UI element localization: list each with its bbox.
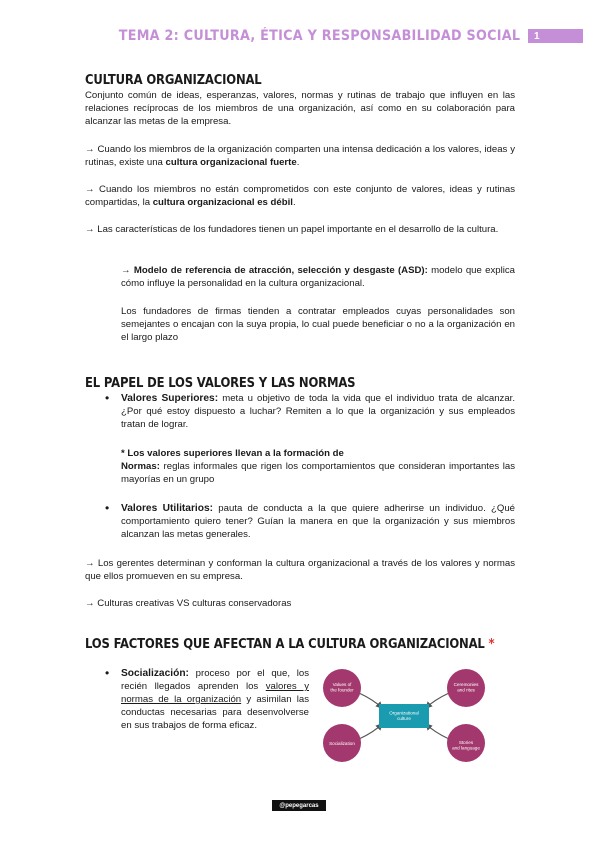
weak-culture-paragraph (85, 183, 515, 209)
label-ceremonies-1: Ceremonies (453, 682, 479, 687)
arrow-tr (426, 693, 449, 708)
header-title: TEMA 2: CULTURA, ÉTICA Y RESPONSABILIDAD SOCIAL (118, 28, 520, 44)
section-title-factores (85, 636, 495, 652)
label-socialization: Socialization (329, 741, 355, 746)
bullet: • (105, 391, 110, 405)
bold-text: cultura organizacional fuerte (165, 157, 297, 168)
arrow-bl (359, 724, 382, 739)
footer-handle: @pepegarcas (272, 800, 326, 811)
asd-paragraph (121, 264, 515, 290)
bold-text: Valores Superiores: (121, 393, 219, 404)
bold-text: cultura organizacional es débil (152, 197, 293, 208)
culture-factors-diagram (319, 666, 489, 766)
valores-superiores-item (121, 392, 515, 431)
asterisk: * (488, 636, 495, 652)
underlined-text: valores y normas de la organización (121, 681, 309, 705)
text: LOS FACTORES QUE AFECTAN A LA CULTURA ORGANIZACIONAL (85, 636, 485, 652)
label-center-2: culture (397, 716, 411, 721)
strong-culture-paragraph (85, 143, 515, 169)
section-title-valores: EL PAPEL DE LOS VALORES Y LAS NORMAS (85, 375, 356, 391)
text: . (296, 157, 300, 168)
page-header (64, 27, 583, 45)
text: pauta de conducta a la que quiere adherirse un individuo. ¿Qué comportamiento quiero tener? Guían la manera en que la organización y sus miembros alcanzan las metas generales. (121, 503, 515, 540)
bold-text: Valores Utilitarios: (121, 503, 214, 514)
text: modelo que explica cómo influye la personalidad en la cultura organizacional. (121, 265, 515, 289)
text: . (292, 197, 296, 208)
text: proceso por el que, los recién llegados aprenden los (121, 668, 309, 692)
bold-text: Socialización: (121, 668, 189, 679)
label-values-founder-1: Values of (332, 682, 352, 687)
label-stories-1: Stories (458, 740, 474, 745)
bullet: • (105, 666, 110, 680)
text: y asimilan las conductas necesarias para desenvolverse en sus trabajos de forma eficaz. (121, 694, 309, 731)
gerentes-paragraph: → Los gerentes determinan y conforman la cultura organizacional a través de los valores y normas que ellos promueven en su empresa. (85, 558, 515, 582)
intro-paragraph: Conjunto común de ideas, esperanzas, valores, normas y rutinas de trabajo que influyen en las relaciones recíprocas de los miembros de una organización, así como en su colaboración para alcanzar las metas de la empresa. (85, 90, 515, 127)
section-title-cultura: CULTURA ORGANIZACIONAL (85, 72, 262, 88)
socializacion-item (121, 667, 309, 732)
text: → Cuando los miembros de la organización comparten una intensa dedicación a los valores, ideas y rutinas, existe una (85, 144, 515, 168)
founders-hire-paragraph: Los fundadores de firmas tienden a contratar empleados cuyas personalidades son semejantes o encajan con la suya propia, lo cual puede beneficiar o no a la organización en el largo plazo (121, 306, 515, 343)
bullet: • (105, 501, 110, 515)
arrow-br (426, 724, 449, 739)
valores-utilitarios-item (121, 502, 515, 541)
label-stories-2: and language (452, 745, 480, 751)
label-ceremonies-2: and rites (457, 687, 475, 693)
page-number: 1 (528, 29, 583, 43)
culturas-paragraph: → Culturas creativas VS culturas conservadoras (85, 598, 292, 609)
bold-text: Normas: (121, 461, 160, 472)
normas-note (121, 447, 515, 486)
text: meta u objetivo de toda la vida que el individuo trata de alcanzar. ¿Por qué estoy dispuesto a luchar? Remiten a lo que la organización y sus empleados tratan de lograr. (121, 393, 515, 430)
text: reglas informales que rigen los comportamientos que consideran importantes las mayorías en un grupo (121, 461, 515, 485)
bold-text: → Modelo de referencia de atracción, selección y desgaste (ASD): (121, 265, 428, 276)
arrow-tl (359, 693, 382, 708)
label-center-1: Organizational (389, 710, 419, 716)
label-values-founder-2: the founder (330, 687, 354, 693)
text: → Cuando los miembros no están comprometidos con este conjunto de valores, ideas y rutinas compartidas, la (85, 184, 515, 208)
founders-paragraph: → Las características de los fundadores tienen un papel importante en el desarrollo de la cultura. (85, 224, 499, 235)
bold-text: * Los valores superiores llevan a la formación de (121, 448, 344, 459)
